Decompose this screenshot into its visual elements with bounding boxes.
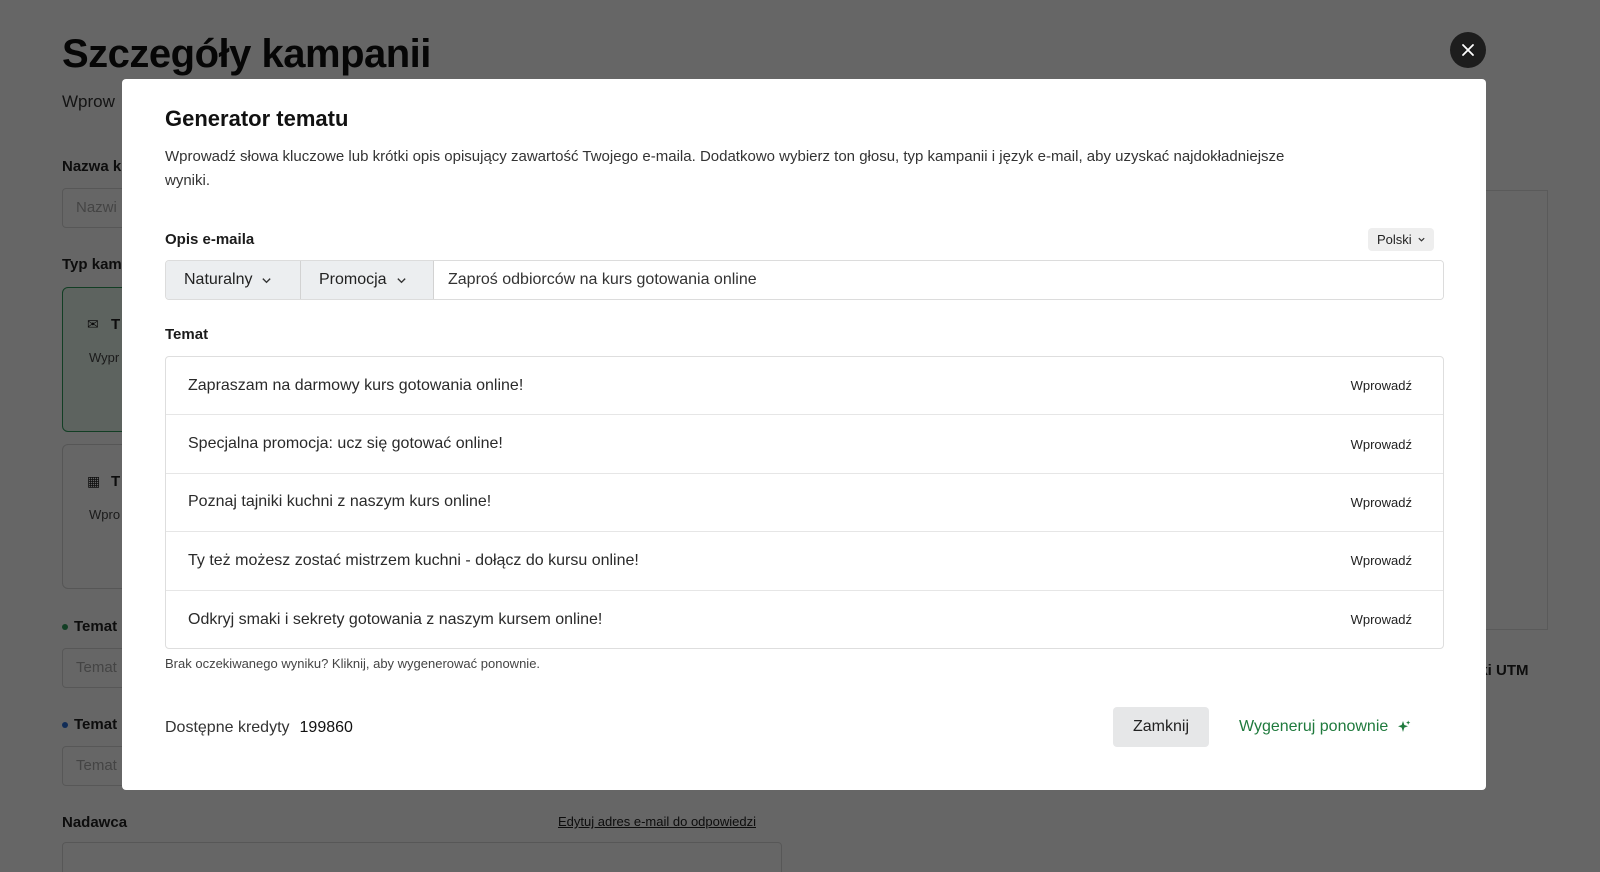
language-value: Polski (1377, 232, 1412, 247)
subject-suggestion: Poznaj tajniki kuchni z naszym kurs online! (188, 493, 492, 511)
list-item (166, 591, 1443, 649)
email-description-field (165, 260, 1444, 300)
subject-suggestion: Zapraszam na darmowy kurs gotowania online! (188, 376, 524, 394)
email-description-input[interactable] (434, 261, 1443, 299)
campaign-type-select[interactable] (301, 261, 434, 299)
subject-generator-modal (122, 79, 1486, 790)
language-select[interactable] (1368, 228, 1434, 251)
sparkle-icon (1397, 720, 1411, 734)
subject-suggestion: Specjalna promocja: ucz się gotować online! (188, 435, 503, 453)
email-description-label: Opis e-maila (165, 231, 255, 248)
insert-subject-button[interactable]: Wprowadź (1350, 553, 1412, 569)
list-item (166, 532, 1443, 590)
credits-value: 199860 (299, 719, 353, 736)
regenerate-button[interactable] (1239, 707, 1411, 747)
list-item (166, 415, 1443, 473)
regenerate-label: Wygeneruj ponownie (1239, 718, 1389, 735)
credits-info (165, 719, 353, 737)
insert-subject-button[interactable]: Wprowadź (1350, 612, 1412, 628)
close-modal-button[interactable] (1450, 32, 1486, 68)
chevron-down-icon (1417, 235, 1426, 244)
close-button[interactable]: Zamknij (1113, 707, 1209, 747)
insert-subject-button[interactable]: Wprowadź (1350, 378, 1412, 394)
credits-label: Dostępne kredyty (165, 719, 290, 736)
modal-description: Wprowadź słowa kluczowe lub krótki opis opisujący zawartość Twojego e-maila. Dodatkowo wybierz ton głosu, typ kampanii i język e-mail, aby uzyskać najdokładniejsze wyniki. (165, 148, 1285, 189)
modal-title: Generator tematu (165, 106, 349, 131)
insert-subject-button[interactable]: Wprowadź (1350, 436, 1412, 452)
insert-subject-button[interactable]: Wprowadź (1350, 494, 1412, 510)
subject-suggestion: Ty też możesz zostać mistrzem kuchni - dołącz do kursu online! (188, 551, 639, 569)
close-icon (1461, 43, 1475, 57)
subject-label: Temat (165, 326, 209, 343)
list-item (166, 474, 1443, 532)
campaign-type-value: Promocja (319, 271, 387, 288)
subject-suggestion: Odkryj smaki i sekrety gotowania z naszym kursem online! (188, 610, 603, 628)
chevron-down-icon (396, 275, 407, 286)
regenerate-hint[interactable]: Brak oczekiwanego wyniku? Kliknij, aby wygenerować ponownie. (165, 656, 541, 671)
list-item (166, 357, 1443, 415)
subject-results-list (165, 356, 1444, 649)
tone-select[interactable] (166, 261, 301, 299)
chevron-down-icon (261, 275, 272, 286)
tone-value: Naturalny (184, 271, 253, 288)
